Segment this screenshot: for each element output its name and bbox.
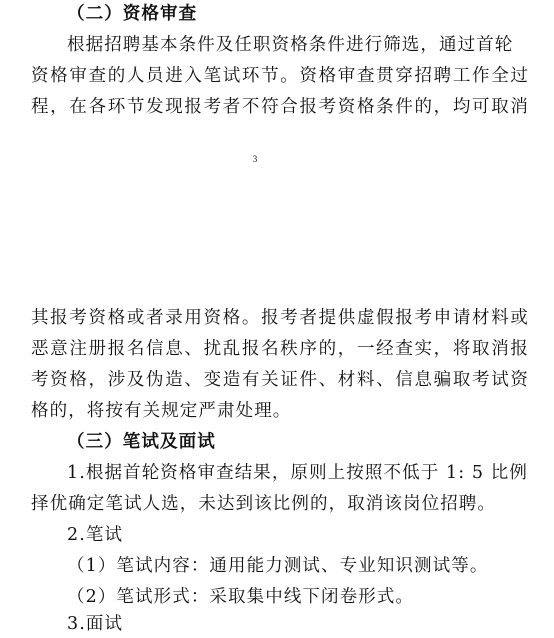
subheading-written-exam: 2.笔试	[67, 525, 124, 545]
section-heading-qualification-review: （二）资格审查	[67, 4, 198, 24]
page-number: 3	[252, 154, 258, 164]
paragraph-line: 择优确定笔试人选，未达到该比例的，取消该岗位招聘。	[31, 494, 496, 514]
paragraph-line: 程，在各环节发现报考者不符合报考资格条件的，均可取消	[31, 97, 529, 117]
paragraph-line: 根据招聘基本条件及任职资格条件进行筛选，通过首轮	[67, 35, 514, 55]
paragraph-line: 格的，将按有关规定严肃处理。	[31, 401, 292, 421]
paragraph-line: 恶意注册报名信息、扰乱报名秩序的，一经查实，将取消报	[31, 339, 529, 359]
subheading-interview: 3.面试	[67, 614, 124, 634]
paragraph-line: 考资格，涉及伪造、变造有关证件、材料、信息骗取考试资	[31, 370, 529, 390]
written-exam-content: （1）笔试内容：通用能力测试、专业知识测试等。	[67, 556, 489, 576]
paragraph-line: 其报考资格或者录用资格。报考者提供虚假报考申请材料或	[31, 308, 529, 328]
written-exam-format: （2）笔试形式：采取集中线下闭卷形式。	[67, 587, 415, 607]
paragraph-line: 资格审查的人员进入笔试环节。资格审查贯穿招聘工作全过	[31, 66, 529, 86]
paragraph-line: 1.根据首轮资格审查结果，原则上按照不低于 1: 5 比例	[67, 463, 528, 483]
section-heading-exam-interview: （三）笔试及面试	[67, 432, 216, 452]
